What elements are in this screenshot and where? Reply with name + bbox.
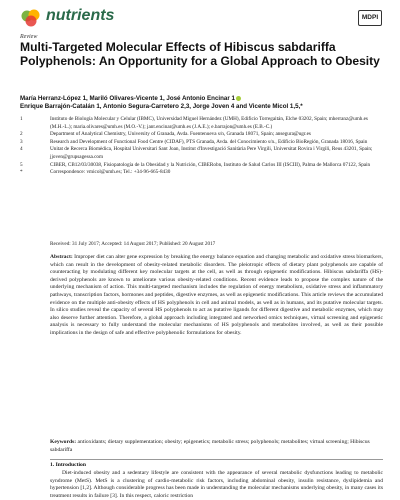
correspondence: * Correspondence: vmicol@umh.es; Tel.: +34-96-665-8430 bbox=[20, 169, 171, 176]
keywords-label: Keywords: bbox=[50, 439, 77, 445]
keywords-text: antioxidants; dietary supplementation; obesity; epigenetics; metabolic stress; polyphenols; metabolites; virtual screening; Hibiscus sabdariffa bbox=[50, 439, 370, 453]
affiliation-item: 4 Unitat de Recerca Biomèdica, Hospital Universitari Sant Joan, Institut d'Investigació Sanitària Pere Virgili, Universitat Rovira i Virgili, Reus 43201, Spain; jjoven@grupsagessa.com bbox=[20, 146, 373, 160]
abstract bbox=[50, 254, 383, 338]
section-heading: 1. Introduction bbox=[50, 462, 86, 468]
author-line-2: Enrique Barrajón-Catalán 1, Antonio Segura-Carretero 2,3, Jorge Joven 4 and Vicente Micol 1,5,* bbox=[20, 103, 303, 111]
journal-header bbox=[20, 6, 382, 30]
abstract-label: Abstract: bbox=[50, 254, 73, 260]
article-type: Review bbox=[20, 34, 38, 40]
abstract-text: Improper diet can alter gene expression by breaking the energy balance equation and changing metabolic and oxidative stress biomarkers, which can result in the development of obesity-related metabolic disorders. The pleiotropic effects of dietary plant polyphenols are capable of counteracting by modulating different key molecular targets at the cell, as well as through epigenetic modifications. Hibiscus sabdariffa (HS)-derived polyphenols are known to ameliorate various obesity-related conditions. Recent evidence leads to propose the complex nature of the underlying mechanism of action. This multi-targeted mechanism includes the regulation of energy metabolism, oxidative stress and inflammatory pathways, transcription factors, hormones and peptides, digestive enzymes, as well as epigenetic modifications. This article reviews the accumulated evidence on the multiple anti-obesity effects of HS polyphenols in cell and animal models, as well as in humans, and its putative molecular targets. In silico studies reveal the capacity of several HS polyphenols to act as putative ligands for different digestive and metabolic enzymes, which may also deserve further attention. Therefore, a global approach including integrated and networked omics techniques, virtual screening and epigenetic analysis is necessary to fully understand the molecular mechanisms of HS polyphenols and metabolites involved, as well as their possible implications in the design of safe and effective polyphenolic formulations for obesity. bbox=[50, 254, 383, 336]
journal-name: nutrients bbox=[46, 7, 115, 24]
journal-logo-icon bbox=[20, 8, 42, 28]
affiliation-item: 5 CIBER, CB12/03/30038, Fisiopatología de la Obesidad y la Nutrición, CIBERobn, Instituto de Salud Carlos III (ISCIII), Palma de Mallorca 07122, Spain bbox=[20, 161, 371, 168]
publication-dates: Received: 31 July 2017; Accepted: 14 August 2017; Published: 20 August 2017 bbox=[50, 241, 216, 247]
affiliations bbox=[20, 116, 382, 177]
author-line-1: María Herranz-López 1, Mariló Olivares-Vicente 1, José Antonio Encinar 1 bbox=[20, 95, 385, 103]
affiliation-item: 1 Instituto de Biología Molecular y Celular (IBMC), Universidad Miguel Hernández (UMH), Edificio Torregaitán, Elche 03202, Spain; mherranz@umh.es (M.H.-L.); maria.olivares@umh.es (M.O.-V.); jant.encinar@umh.es (J.A.E.); e.barrajon@umh.es (E.B.-C.) bbox=[20, 116, 368, 130]
affiliation-item: 3 Research and Development of Functional Food Centre (CIDAF), PTS Granada, Avda. del Conocimiento s/n., Edificio BioRegión, Granada 18016, Spain bbox=[20, 138, 368, 145]
article-title: Multi-Targeted Molecular Effects of Hibiscus sabdariffa Polyphenols: An Opportunity for a Global Approach to Obesity bbox=[20, 40, 380, 69]
author-list bbox=[20, 95, 385, 112]
section-divider bbox=[50, 459, 383, 460]
affiliation-item: 2 Department of Analytical Chemistry, University of Granada, Avda. Fuentenueva s/n, Granada 18071, Spain; ansegura@ugr.es bbox=[20, 131, 311, 138]
publisher-logo[interactable]: MDPI bbox=[358, 10, 382, 26]
introduction-text: Diet-induced obesity and a sedentary lifestyle are consistent with the appearance of several metabolic dysfunctions leading to metabolic syndrome (MetS). MetS is a clustering of cardio-metabolic risk factors, including abdominal obesity, insulin resistance, dyslipidemia and hypertension [1,2]. Although considerable progress has been made in understanding the molecular mechanisms underlying obesity, in many cases its treatment results in failure [3]. In this respect, caloric restriction bbox=[50, 470, 383, 499]
keywords bbox=[50, 439, 383, 454]
orcid-icon[interactable] bbox=[236, 96, 241, 101]
